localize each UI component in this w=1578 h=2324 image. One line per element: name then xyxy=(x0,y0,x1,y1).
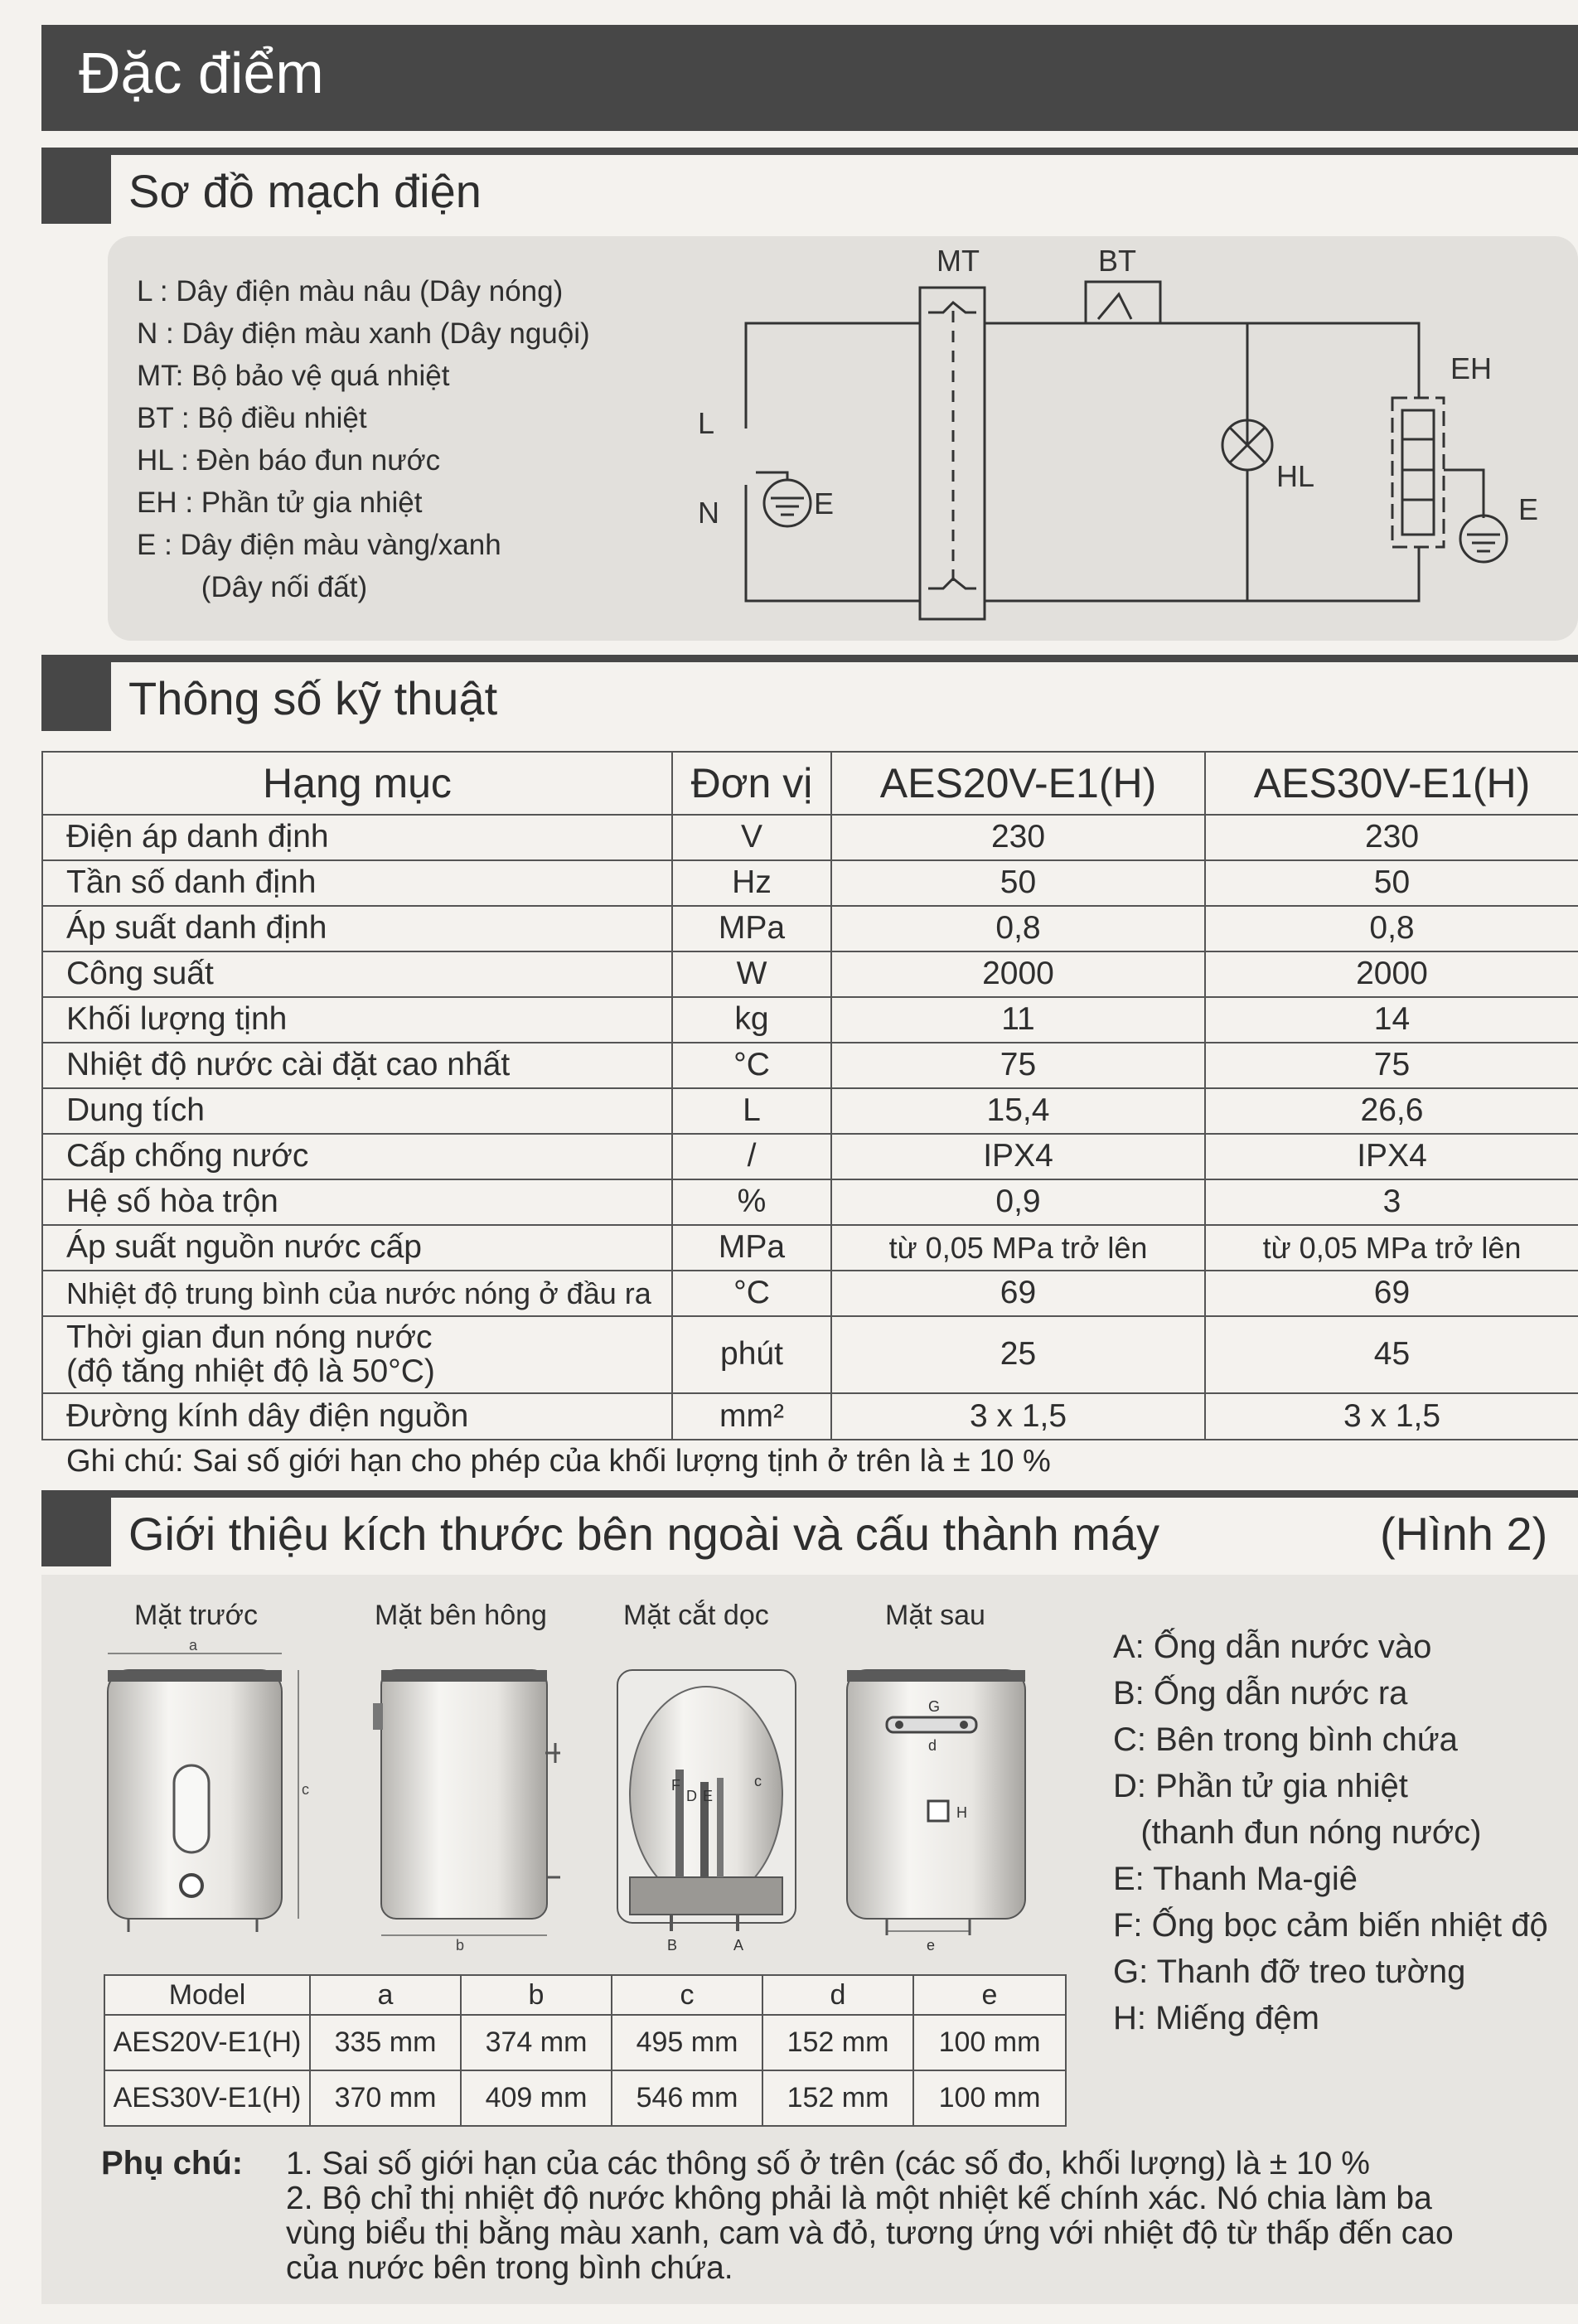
table-row xyxy=(42,860,1578,906)
spec-value: 3 x 1,5 xyxy=(1205,1393,1578,1440)
notes-label: Phụ chú: xyxy=(101,2145,244,2181)
legend-item: (Dây nối đất) xyxy=(137,571,368,603)
table-row xyxy=(42,1043,1578,1088)
section-rule-circuit xyxy=(41,148,1578,155)
spec-value: 0,9 xyxy=(831,1179,1205,1225)
page-banner xyxy=(41,25,1578,131)
legend-item: HL : Đèn báo đun nước xyxy=(137,444,441,477)
table-row xyxy=(42,815,1578,860)
spec-unit: MPa xyxy=(672,906,831,951)
list-item: D: Phần tử gia nhiệt xyxy=(1113,1768,1408,1804)
spec-unit: L xyxy=(672,1088,831,1134)
spec-unit: % xyxy=(672,1179,831,1225)
spec-item: Hệ số hòa trộn xyxy=(42,1179,672,1225)
dims-cell: 546 mm xyxy=(612,2070,762,2126)
mark-F: F xyxy=(671,1777,680,1794)
label-n: N xyxy=(698,496,719,530)
spec-item: Công suất xyxy=(42,951,672,997)
list-item: A: Ống dẫn nước vào xyxy=(1113,1629,1432,1665)
spec-value: 11 xyxy=(831,997,1205,1043)
note-line: vùng biểu thị bằng màu xanh, cam và đỏ, tương ứng với nhiệt độ từ thấp đến cao xyxy=(286,2215,1454,2251)
label-eh: EH xyxy=(1450,351,1493,385)
list-item: (thanh đun nóng nước) xyxy=(1113,1814,1482,1851)
dims-table xyxy=(104,1974,1067,2127)
label-bt: BT xyxy=(1098,244,1137,278)
dims-header: d xyxy=(762,1975,913,2015)
table-row xyxy=(42,997,1578,1043)
page-title: Đặc điểm xyxy=(79,41,324,105)
spec-unit: mm² xyxy=(672,1393,831,1440)
dims-cell: 152 mm xyxy=(762,2070,913,2126)
table-row xyxy=(42,951,1578,997)
spec-item: Thời gian đun nóng nước (độ tăng nhiệt độ là 50°C) xyxy=(42,1316,672,1393)
label-e2: E xyxy=(1518,492,1539,526)
legend-item: EH : Phần tử gia nhiệt xyxy=(137,487,423,519)
section-marker-specs xyxy=(41,655,111,731)
spec-item: Dung tích xyxy=(42,1088,672,1134)
label-e1: E xyxy=(814,487,835,520)
dims-cell: 335 mm xyxy=(310,2015,461,2070)
table-row xyxy=(42,1134,1578,1179)
spec-value: 26,6 xyxy=(1205,1088,1578,1134)
list-item: G: Thanh đỡ treo tường xyxy=(1113,1954,1466,1990)
spec-value: từ 0,05 MPa trở lên xyxy=(831,1225,1205,1271)
label-hl: HL xyxy=(1276,459,1315,493)
list-item: F: Ống bọc cảm biến nhiệt độ xyxy=(1113,1907,1548,1944)
section-view xyxy=(617,1670,796,1952)
side-view xyxy=(373,1670,560,1952)
spec-value: 230 xyxy=(831,815,1205,860)
section-title-dims: Giới thiệu kích thước bên ngoài và cấu thành máy xyxy=(128,1508,1160,1560)
spec-unit: Hz xyxy=(672,860,831,906)
spec-unit: °C xyxy=(672,1271,831,1316)
legend-item: N : Dây điện màu xanh (Dây nguội) xyxy=(137,317,590,350)
spec-value: 75 xyxy=(1205,1043,1578,1088)
dims-header-row xyxy=(104,1975,1066,2015)
mark-b: b xyxy=(456,1937,465,1952)
dims-header: Model xyxy=(104,1975,310,2015)
mark-E: E xyxy=(703,1788,714,1804)
mark-G: G xyxy=(928,1698,941,1715)
parts-list xyxy=(1113,1629,1548,2046)
dims-cell: 152 mm xyxy=(762,2015,913,2070)
spec-item: Điện áp danh định xyxy=(42,815,672,860)
dims-header: c xyxy=(612,1975,762,2015)
legend-item: L : Dây điện màu nâu (Dây nóng) xyxy=(137,275,564,307)
note-line: của nước bên trong bình chứa. xyxy=(286,2250,733,2286)
spec-item: Cấp chống nước xyxy=(42,1134,672,1179)
note-line: 1. Sai số giới hạn của các thông số ở trên (các số đo, khối lượng) là ± 10 % xyxy=(286,2146,1370,2181)
spec-value: từ 0,05 MPa trở lên xyxy=(1205,1225,1578,1271)
mark-d: d xyxy=(928,1737,937,1754)
spec-value: 3 xyxy=(1205,1179,1578,1225)
notes xyxy=(286,2147,1454,2286)
spec-unit: MPa xyxy=(672,1225,831,1271)
spec-value: 14 xyxy=(1205,997,1578,1043)
view-label-side: Mặt bên hông xyxy=(375,1600,547,1631)
legend-item: E : Dây điện màu vàng/xanh xyxy=(137,529,501,561)
spec-value: 69 xyxy=(1205,1271,1578,1316)
spec-item: Nhiệt độ trung bình của nước nóng ở đầu ra xyxy=(42,1271,672,1316)
dims-cell: 409 mm xyxy=(461,2070,612,2126)
section-marker-circuit xyxy=(41,148,111,224)
front-view xyxy=(108,1637,309,1932)
table-row xyxy=(42,1271,1578,1316)
circuit-diagram xyxy=(680,236,1578,641)
spec-unit: / xyxy=(672,1134,831,1179)
spec-table xyxy=(41,751,1578,1440)
section-rule-dims xyxy=(41,1490,1578,1498)
view-label-front: Mặt trước xyxy=(134,1600,258,1631)
dims-header: e xyxy=(913,1975,1066,2015)
section-rule-specs xyxy=(41,655,1578,662)
eh-heater xyxy=(1392,398,1444,547)
spec-value: 15,4 xyxy=(831,1088,1205,1134)
spec-value: 25 xyxy=(831,1316,1205,1393)
back-view xyxy=(847,1670,1025,1952)
mark-a: a xyxy=(189,1637,198,1653)
spec-header-row xyxy=(42,752,1578,815)
dims-cell: 495 mm xyxy=(612,2015,762,2070)
spec-header: Đơn vị xyxy=(672,752,831,815)
dims-cell: 370 mm xyxy=(310,2070,461,2126)
spec-value: 50 xyxy=(831,860,1205,906)
wire-L xyxy=(746,323,920,428)
table-row xyxy=(42,1225,1578,1271)
circuit-legend xyxy=(137,275,590,613)
table-row xyxy=(104,2015,1066,2070)
spec-value: 69 xyxy=(831,1271,1205,1316)
mark-D: D xyxy=(686,1788,697,1804)
table-row xyxy=(42,1393,1578,1440)
spec-item: Đường kính dây điện nguồn xyxy=(42,1393,672,1440)
dims-cell: 100 mm xyxy=(913,2015,1066,2070)
table-row xyxy=(42,1088,1578,1134)
spec-item: Khối lượng tịnh xyxy=(42,997,672,1043)
list-item: E: Thanh Ma-giê xyxy=(1113,1861,1358,1897)
spec-unit: phút xyxy=(672,1316,831,1393)
spec-value: 0,8 xyxy=(1205,906,1578,951)
section-title-specs: Thông số kỹ thuật xyxy=(128,672,498,724)
spec-item: Áp suất danh định xyxy=(42,906,672,951)
dims-model: AES30V-E1(H) xyxy=(104,2070,310,2126)
table-row xyxy=(104,2070,1066,2126)
mark-c2: c xyxy=(754,1773,762,1789)
spec-value: 230 xyxy=(1205,815,1578,860)
spec-value: 50 xyxy=(1205,860,1578,906)
dims-cell: 100 mm xyxy=(913,2070,1066,2126)
spec-header: AES30V-E1(H) xyxy=(1205,752,1578,815)
spec-unit: V xyxy=(672,815,831,860)
spec-item: Tần số danh định xyxy=(42,860,672,906)
spec-value: 75 xyxy=(831,1043,1205,1088)
list-item: C: Bên trong bình chứa xyxy=(1113,1721,1458,1758)
spec-item: Nhiệt độ nước cài đặt cao nhất xyxy=(42,1043,672,1088)
mark-A: A xyxy=(733,1937,744,1952)
spec-item: Áp suất nguồn nước cấp xyxy=(42,1225,672,1271)
view-label-back: Mặt sau xyxy=(885,1600,985,1631)
mark-c: c xyxy=(302,1781,309,1798)
figure-label: (Hình 2) xyxy=(1380,1508,1548,1560)
section-title-circuit: Sơ đồ mạch điện xyxy=(128,165,482,217)
spec-value: IPX4 xyxy=(831,1134,1205,1179)
list-item: B: Ống dẫn nước ra xyxy=(1113,1675,1408,1712)
spec-header: Hạng mục xyxy=(42,752,672,815)
dims-header: b xyxy=(461,1975,612,2015)
table-row xyxy=(42,906,1578,951)
spec-note: Ghi chú: Sai số giới hạn cho phép của khối lượng tịnh ở trên là ± 10 % xyxy=(66,1444,1051,1479)
spec-unit: kg xyxy=(672,997,831,1043)
section-marker-dims xyxy=(41,1490,111,1566)
mark-e: e xyxy=(927,1937,936,1952)
spec-unit: W xyxy=(672,951,831,997)
spec-value: 3 x 1,5 xyxy=(831,1393,1205,1440)
spec-header: AES20V-E1(H) xyxy=(831,752,1205,815)
dims-model: AES20V-E1(H) xyxy=(104,2015,310,2070)
mark-B: B xyxy=(667,1937,678,1952)
note-line: 2. Bộ chỉ thị nhiệt độ nước không phải là một nhiệt kế chính xác. Nó chia làm ba xyxy=(286,2181,1432,2216)
table-row xyxy=(42,1316,1578,1393)
legend-item: MT: Bộ bảo vệ quá nhiệt xyxy=(137,360,450,392)
list-item: H: Miếng đệm xyxy=(1113,2000,1319,2036)
spec-value: 45 xyxy=(1205,1316,1578,1393)
spec-value: 2000 xyxy=(1205,951,1578,997)
spec-value: 0,8 xyxy=(831,906,1205,951)
dims-header: a xyxy=(310,1975,461,2015)
label-l: L xyxy=(698,406,715,440)
spec-value: IPX4 xyxy=(1205,1134,1578,1179)
dims-cell: 374 mm xyxy=(461,2015,612,2070)
view-label-section: Mặt cắt dọc xyxy=(623,1600,769,1631)
mark-H: H xyxy=(956,1804,967,1821)
spec-unit: °C xyxy=(672,1043,831,1088)
legend-item: BT : Bộ điều nhiệt xyxy=(137,402,367,434)
label-mt: MT xyxy=(937,244,980,278)
heater-views xyxy=(91,1637,1086,1952)
spec-value: 2000 xyxy=(831,951,1205,997)
table-row xyxy=(42,1179,1578,1225)
